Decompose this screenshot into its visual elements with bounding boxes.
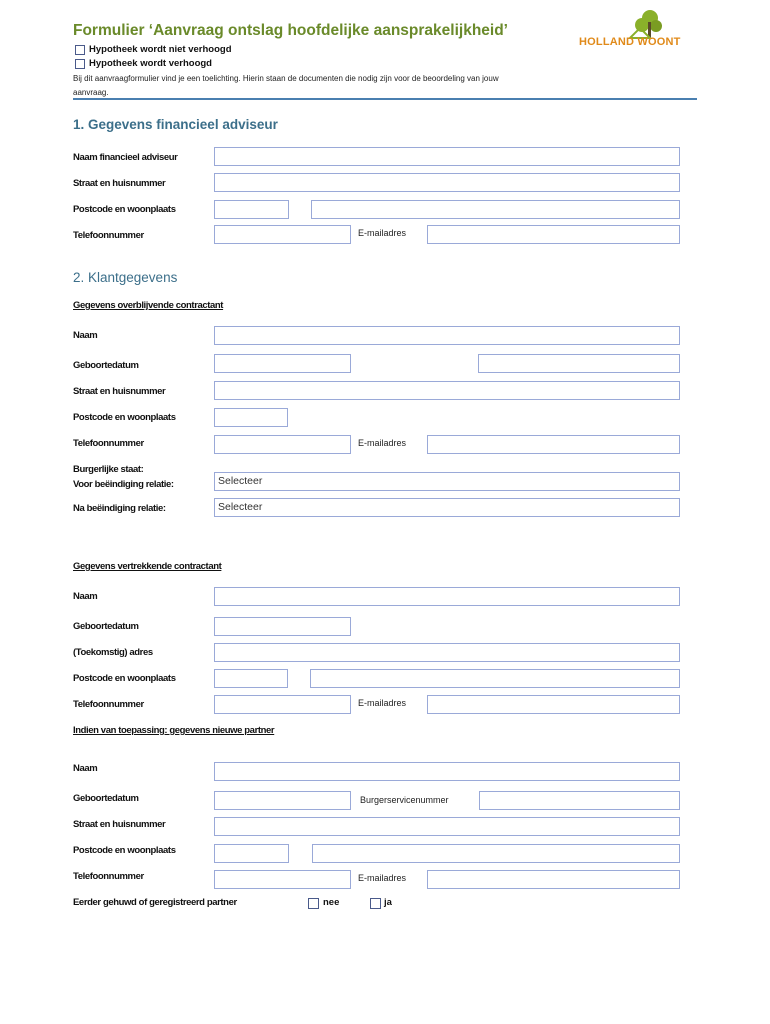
remaining-extra-field[interactable] [478, 354, 680, 373]
remaining-subheading: Gegevens overblijvende contractant [73, 300, 224, 311]
leaving-phone-field[interactable] [214, 695, 351, 714]
married-no-label: nee [323, 897, 340, 908]
option-raised-label: Hypotheek wordt verhoogd [89, 58, 212, 69]
remaining-phone-field[interactable] [214, 435, 351, 454]
leaving-postcode-label: Postcode en woonplaats [73, 673, 176, 684]
advisor-street-label: Straat en huisnummer [73, 178, 166, 189]
after-end-label: Na beëindiging relatie: [73, 503, 166, 514]
option-not-raised-checkbox[interactable] [75, 45, 85, 55]
leaving-address-label: (Toekomstig) adres [73, 647, 153, 658]
leaving-name-label: Naam [73, 591, 98, 602]
advisor-name-label: Naam financieel adviseur [73, 152, 178, 163]
leaving-email-field[interactable] [427, 695, 680, 714]
remaining-name-label: Naam [73, 330, 98, 341]
married-no-checkbox[interactable] [308, 898, 319, 909]
leaving-postcode-field[interactable] [214, 669, 288, 688]
civil-status-before-select[interactable]: Selecteer [214, 472, 680, 491]
partner-phone-label: Telefoonnummer [73, 871, 144, 882]
remaining-postcode-label: Postcode en woonplaats [73, 412, 176, 423]
option-raised-checkbox[interactable] [75, 59, 85, 69]
header-divider [73, 98, 697, 100]
advisor-phone-label: Telefoonnummer [73, 230, 144, 241]
partner-postcode-field[interactable] [214, 844, 289, 863]
remaining-email-field[interactable] [427, 435, 680, 454]
leaving-address-field[interactable] [214, 643, 680, 662]
form-title: Formulier ‘Aanvraag ontslag hoofdelijke aansprakelijkheid’ [73, 22, 508, 39]
remaining-name-field[interactable] [214, 326, 680, 345]
civil-status-after-select[interactable]: Selecteer [214, 498, 680, 517]
civil-status-label: Burgerlijke staat: [73, 464, 144, 475]
leaving-email-label: E-mailadres [358, 698, 407, 708]
remaining-email-label: E-mailadres [358, 438, 407, 448]
remaining-street-label: Straat en huisnummer [73, 386, 166, 397]
partner-birthdate-label: Geboortedatum [73, 793, 139, 804]
before-end-label: Voor beëindiging relatie: [73, 479, 174, 490]
remaining-phone-label: Telefoonnummer [73, 438, 144, 449]
married-before-label: Eerder gehuwd of geregistreerd partner [73, 897, 237, 908]
partner-phone-field[interactable] [214, 870, 351, 889]
advisor-postcode-field[interactable] [214, 200, 289, 219]
intro-line-1: Bij dit aanvraagformulier vind je een toelichting. Hierin staan de documenten die nodig zijn voor de beoordeling van jouw [73, 74, 499, 83]
logo-text: HOLLAND WOONT [579, 36, 681, 48]
partner-name-label: Naam [73, 763, 98, 774]
remaining-postcode-field[interactable] [214, 408, 288, 427]
remaining-street-field[interactable] [214, 381, 680, 400]
married-yes-label: ja [384, 897, 392, 908]
partner-email-field[interactable] [427, 870, 680, 889]
leaving-city-field[interactable] [310, 669, 680, 688]
partner-name-field[interactable] [214, 762, 680, 781]
section-1-heading: 1. Gegevens financieel adviseur [73, 117, 278, 132]
option-not-raised-label: Hypotheek wordt niet verhoogd [89, 44, 232, 55]
intro-line-2: aanvraag. [73, 88, 109, 97]
remaining-birthdate-label: Geboortedatum [73, 360, 139, 371]
advisor-phone-field[interactable] [214, 225, 351, 244]
partner-bsn-label: Burgerservicenummer [360, 795, 449, 805]
partner-postcode-label: Postcode en woonplaats [73, 845, 176, 856]
section-2-heading: 2. Klantgegevens [73, 270, 178, 285]
advisor-postcode-label: Postcode en woonplaats [73, 204, 176, 215]
advisor-name-field[interactable] [214, 147, 680, 166]
leaving-birthdate-field[interactable] [214, 617, 351, 636]
advisor-email-label: E-mailadres [358, 228, 407, 238]
partner-birthdate-field[interactable] [214, 791, 351, 810]
advisor-email-field[interactable] [427, 225, 680, 244]
leaving-name-field[interactable] [214, 587, 680, 606]
partner-bsn-field[interactable] [479, 791, 680, 810]
partner-email-label: E-mailadres [358, 873, 407, 883]
partner-city-field[interactable] [312, 844, 680, 863]
leaving-phone-label: Telefoonnummer [73, 699, 144, 710]
leaving-subheading: Gegevens vertrekkende contractant [73, 561, 222, 572]
remaining-birthdate-field[interactable] [214, 354, 351, 373]
partner-subheading: Indien van toepassing: gegevens nieuwe partner [73, 725, 275, 736]
married-yes-checkbox[interactable] [370, 898, 381, 909]
partner-street-field[interactable] [214, 817, 680, 836]
partner-street-label: Straat en huisnummer [73, 819, 166, 830]
advisor-city-field[interactable] [311, 200, 680, 219]
advisor-street-field[interactable] [214, 173, 680, 192]
leaving-birthdate-label: Geboortedatum [73, 621, 139, 632]
